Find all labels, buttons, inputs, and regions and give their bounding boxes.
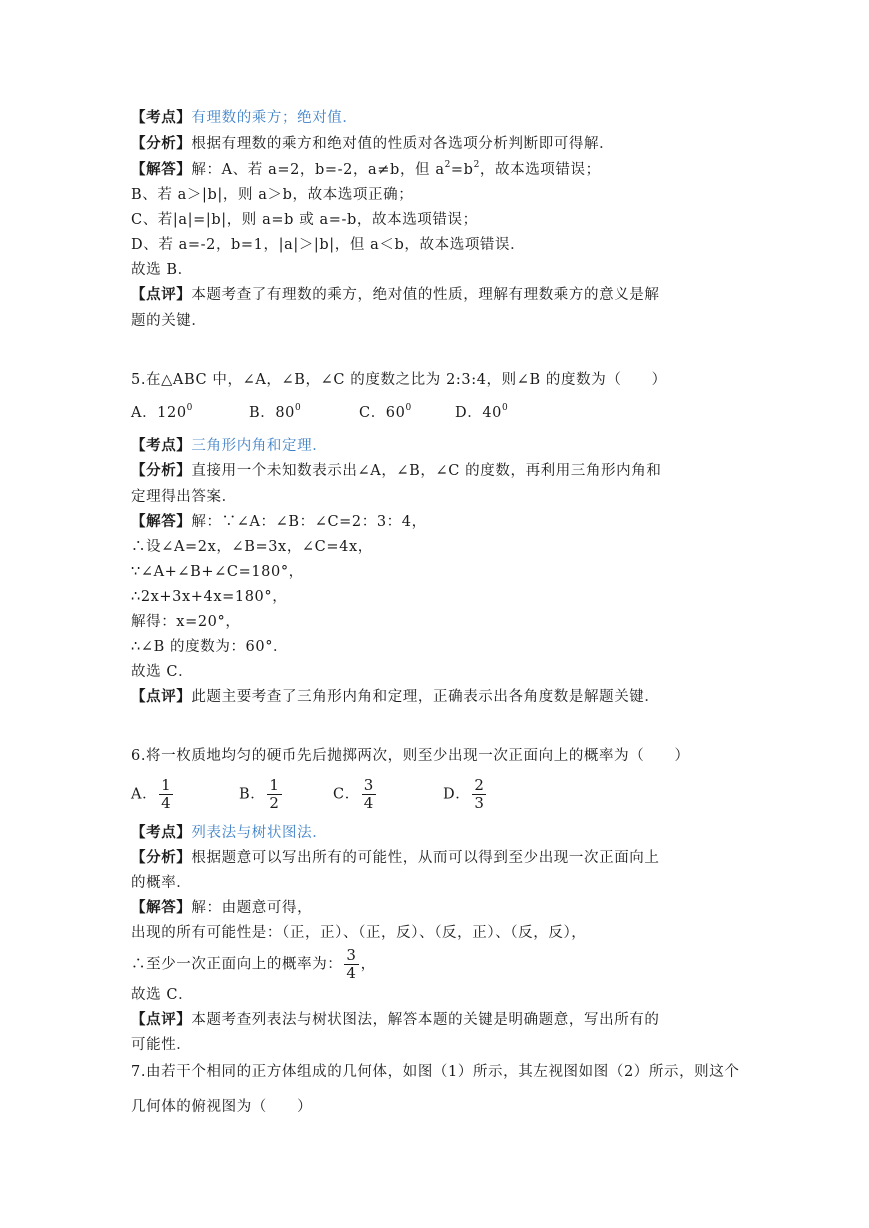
fraction-numerator: 1 (269, 776, 280, 794)
q5-step-2: ∴设∠A=2x，∠B=3x，∠C=4x， (131, 539, 373, 555)
q7-stem: 7.由若干个相同的正方体组成的几何体，如图（1）所示，其左视图如图（2）所示，则这个 (131, 1064, 740, 1080)
q6-choose-line: 故选 C． (131, 987, 194, 1003)
q6-option-c[interactable] (333, 777, 443, 812)
q6-kaodian-line (131, 823, 327, 843)
superscript: 2 (473, 160, 480, 170)
dianping-tag: 【点评】 (131, 688, 192, 705)
q6-fenxi-line (131, 848, 660, 868)
fraction-numerator: 3 (346, 946, 357, 964)
q5-option-d[interactable] (455, 403, 508, 423)
option-label: D． (443, 786, 471, 803)
q7-stem-2: 几何体的俯视图为（ ） (131, 1099, 313, 1115)
fenxi-tag: 【分析】 (131, 135, 192, 152)
q5-kaodian-line (131, 436, 327, 456)
q5-dianping-line (131, 687, 660, 707)
dianping-text: 本题考查列表法与树状图法，解答本题的关键是明确题意，写出所有的 (191, 1012, 660, 1028)
q4-kaodian-line (131, 108, 358, 128)
kaodian-link[interactable]: 有理数的乘方；绝对值． (191, 110, 358, 126)
superscript: 2 (444, 160, 451, 170)
q5-stem: 5.在△ABC 中，∠A，∠B，∠C 的度数之比为 2:3:4，则∠B 的度数为（ ） (131, 372, 667, 388)
fenxi-tag: 【分析】 (131, 462, 192, 479)
q6-option-d[interactable] (443, 777, 488, 812)
dianping-text: 本题考查了有理数的乘方，绝对值的性质，理解有理数乘方的意义是解 (191, 287, 660, 303)
q5-option-a[interactable] (131, 403, 249, 423)
q6-fenxi-line-2: 的概率． (131, 875, 192, 891)
kaodian-link[interactable]: 列表法与树状图法． (191, 825, 328, 841)
kaodian-link[interactable]: 三角形内角和定理． (191, 438, 328, 454)
fraction-denominator: 4 (346, 964, 357, 982)
fraction-numerator: 3 (363, 776, 374, 794)
fenxi-text: 直接用一个未知数表示出∠A，∠B，∠C 的度数，再利用三角形内角和 (191, 463, 662, 479)
q5-option-b[interactable] (249, 403, 359, 423)
q4-option-c-line: C、若|a|=|b|，则 a=b 或 a=-b，故本选项错误； (131, 212, 478, 228)
fraction (267, 777, 281, 812)
q5-option-c[interactable] (359, 403, 455, 423)
superscript: 0 (295, 403, 302, 413)
fenxi-text: 根据题意可以写出所有的可能性，从而可以得到至少出现一次正面向上 (191, 850, 660, 866)
dianping-text: 此题主要考查了三角形内角和定理，正确表示出各角度数是解题关键． (191, 689, 660, 705)
option-label: A． (131, 786, 158, 803)
fraction-denominator: 3 (474, 794, 485, 812)
fraction (159, 777, 173, 812)
q5-jieda-line (131, 512, 427, 532)
fraction-denominator: 4 (363, 794, 374, 812)
q5-fenxi-line (131, 461, 661, 481)
jieda-tag: 【解答】 (131, 513, 192, 530)
q6-jieda-line (131, 898, 312, 918)
fraction (362, 777, 376, 812)
q6-stem: 6.将一枚质地均匀的硬币先后抛掷两次，则至少出现一次正面向上的概率为（ ） (131, 748, 690, 764)
jieda-text: ，故本选项错误； (479, 162, 601, 178)
q4-fenxi-line (131, 134, 614, 154)
kaodian-tag: 【考点】 (131, 109, 192, 126)
superscript: 0 (501, 403, 509, 413)
dianping-tag: 【点评】 (131, 286, 192, 303)
q5-step-5: 解得：x=20°， (131, 614, 241, 630)
q4-choose-line: 故选 B． (131, 262, 193, 278)
q6-option-b[interactable] (239, 777, 333, 812)
kaodian-tag: 【考点】 (131, 824, 192, 841)
step-text: ， (360, 956, 376, 973)
jieda-tag: 【解答】 (131, 899, 192, 916)
fraction-numerator: 1 (161, 776, 172, 794)
jieda-text: 解：由题意可得， (191, 900, 313, 916)
q6-option-a[interactable] (131, 777, 239, 812)
step-text: ∴至少一次正面向上的概率为： (131, 956, 343, 973)
q4-option-d-line: D、若 a=-2，b=1，|a|＞|b|，但 a＜b，故本选项错误． (131, 237, 526, 253)
q4-jieda-line (131, 160, 601, 180)
q5-step-3: ∵∠A+∠B+∠C=180°， (131, 564, 304, 580)
superscript: 0 (405, 403, 412, 413)
q4-dianping-line-2: 题的关键． (131, 313, 207, 329)
fraction-denominator: 2 (269, 794, 280, 812)
q5-step-6: ∴∠B 的度数为：60°． (131, 639, 289, 655)
fraction (472, 777, 486, 812)
dianping-tag: 【点评】 (131, 1011, 192, 1028)
option-label: B．80 (249, 405, 296, 421)
fraction-numerator: 2 (474, 776, 485, 794)
q6-dianping-line-2: 可能性． (131, 1037, 192, 1053)
option-label: D．40 (455, 405, 502, 421)
fenxi-tag: 【分析】 (131, 849, 192, 866)
q5-fenxi-line-2: 定理得出答案． (131, 489, 237, 505)
jieda-text: =b (450, 162, 474, 178)
q6-step-3 (131, 947, 376, 982)
option-label: C．60 (359, 405, 406, 421)
q4-dianping-line (131, 285, 660, 305)
q5-choose-line: 故选 C． (131, 664, 194, 680)
option-label: C． (333, 786, 360, 803)
q6-step-2: 出现的所有可能性是：（正，正）、（正，反）、（反，正）、（反，反）， (131, 925, 587, 941)
superscript: 0 (186, 403, 193, 413)
fenxi-text: 根据有理数的乘方和绝对值的性质对各选项分析判断即可得解． (191, 136, 615, 152)
kaodian-tag: 【考点】 (131, 437, 192, 454)
option-label: B． (239, 786, 266, 803)
jieda-text: 解：∵∠A：∠B：∠C=2：3：4， (191, 514, 427, 530)
q5-options (131, 403, 508, 423)
fraction (344, 947, 358, 982)
q6-dianping-line (131, 1010, 660, 1030)
q5-step-4: ∴2x+3x+4x=180°， (131, 589, 288, 605)
q6-options (131, 777, 488, 812)
jieda-tag: 【解答】 (131, 161, 192, 178)
option-label: A．120 (131, 405, 187, 421)
jieda-text: 解：A、若 a=2，b=-2，a≠b，但 a (191, 162, 445, 178)
q4-option-b-line: B、若 a＞|b|，则 a＞b，故本选项正确； (131, 187, 414, 203)
fraction-denominator: 4 (161, 794, 172, 812)
